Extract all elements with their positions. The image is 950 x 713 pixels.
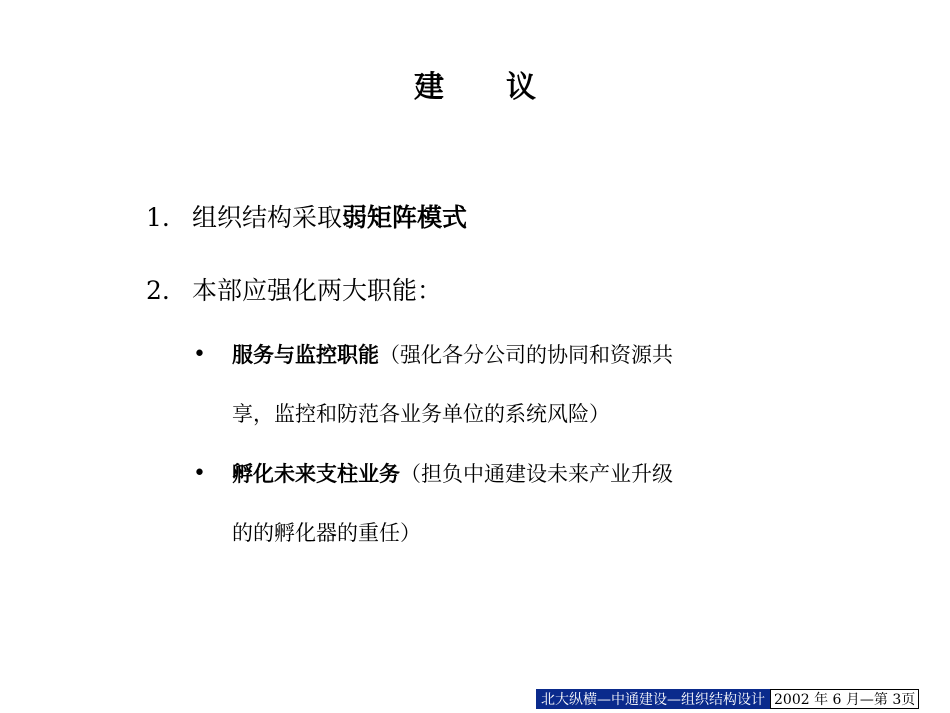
title-char-2: 议 — [506, 70, 536, 105]
list-item-2-number: 2. — [146, 276, 170, 305]
sub-item-1-line-1 — [232, 341, 673, 369]
bullet-icon: • — [193, 461, 206, 486]
sub-item-1-emphasis: 服务与监控职能 — [232, 343, 379, 367]
bullet-icon: • — [193, 342, 206, 367]
sub-item-1-text: （强化各分公司的协同和资源共 — [379, 343, 673, 367]
list-item-2 — [146, 275, 442, 307]
page-title — [0, 62, 950, 106]
title-char-1: 建 — [414, 70, 444, 105]
sub-item-2-emphasis: 孵化未来支柱业务 — [232, 462, 400, 486]
sub-item-2-line-1 — [232, 460, 673, 488]
sub-item-2-line-2: 的的孵化器的重任） — [232, 521, 421, 545]
list-item-1-text: 组织结构采取 — [192, 203, 343, 232]
footer-project-label: 北大纵横—中通建设—组织结构设计 — [536, 689, 770, 709]
list-item-1-emphasis: 弱矩阵模式 — [342, 203, 468, 232]
sub-item-1-line-2: 享，监控和防范各业务单位的系统风险） — [232, 402, 610, 426]
footer — [536, 689, 919, 709]
footer-date-page: 2002 年 6 月—第 3页 — [770, 689, 919, 709]
list-item-1 — [146, 202, 467, 234]
list-item-1-number: 1. — [146, 203, 170, 232]
list-item-2-text: 本部应强化两大职能： — [192, 276, 443, 305]
sub-item-2-text: （担负中通建设未来产业升级 — [400, 462, 673, 486]
